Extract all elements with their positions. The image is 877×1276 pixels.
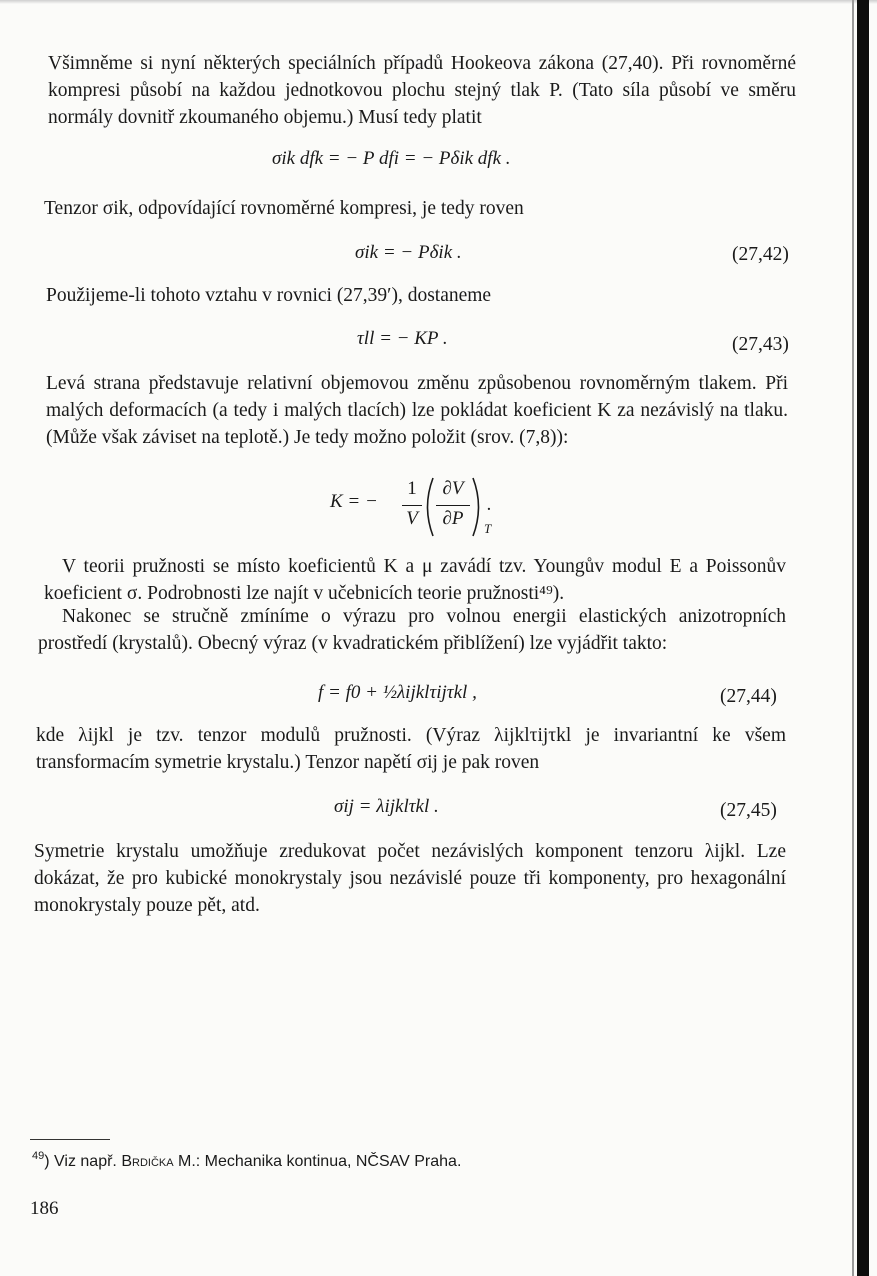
scan-shadow-top <box>0 0 877 4</box>
equation-K-period: . <box>487 494 492 515</box>
paragraph-elastic-moduli: kde λijkl je tzv. tenzor modulů pružnosti. (Výraz λijklτijτkl je invariantní ke všem transformacím symetrie krystalu.) Tenzor napětí σij je pak roven <box>36 725 786 773</box>
equation-27-45: σij = λijklτkl . <box>334 796 439 817</box>
fraction-bar <box>402 505 422 506</box>
paragraph-left-side: Levá strana představuje relativní objemovou změnu způsobenou rovnoměrným tlakem. Při malých deformacích (a tedy i malých tlacích) lze pokládat koeficient K za nezávislý na tlaku. (Může však záviset na teplotě.) Je tedy možno položit (srov. (7,8)): <box>46 373 788 448</box>
footnote-rest: M.: Mechanika kontinua, NČSAV Praha. <box>173 1153 462 1170</box>
equation-number-27-45: (27,45) <box>720 800 777 821</box>
fraction-numerator-1: 1 <box>407 478 417 499</box>
footnote <box>32 1150 461 1171</box>
footnote-prefix: ) Viz např. <box>44 1153 122 1170</box>
paragraph-using-relation: Použijeme-li tohoto vztahu v rovnici (27,39′), dostaneme <box>46 285 492 306</box>
fraction-denominator-V: V <box>406 508 418 529</box>
binding-shadow <box>857 0 869 1276</box>
footnote-rule <box>30 1139 110 1140</box>
equation-27-43: τll = − KP . <box>357 328 448 349</box>
equation-number-27-43: (27,43) <box>732 334 789 355</box>
derivative-denominator: ∂P <box>442 508 464 529</box>
equation-number-27-42: (27,42) <box>732 244 789 265</box>
paragraph-free-energy: Nakonec se stručně zmíníme o výrazu pro volnou energii elastických anizotropních prostředí (krystalů). Obecný výraz (v kvadratickém přiblížení) lze vyjádřit takto: <box>38 606 786 654</box>
paragraph-hooke-intro: Všimněme si nyní některých speciálních případů Hookeova zákona (27,40). Při rovnoměrné kompresi působí na každou jednotkovou plochu stejný tlak P. (Tato síla působí ve směru normály dovnitř zkoumaného objemu.) Musí tedy platit <box>48 53 796 128</box>
left-paren <box>420 476 436 538</box>
equation-27-42: σik = − Pδik . <box>355 242 462 263</box>
derivative-numerator: ∂V <box>442 478 464 499</box>
equation-stress-df: σik dfk = − P dfi = − Pδik dfk . <box>272 148 511 169</box>
equation-number-27-44: (27,44) <box>720 686 777 707</box>
page-number: 186 <box>30 1198 59 1219</box>
equation-27-44: f = f0 + ½λijklτijτkl , <box>318 682 477 703</box>
subscript-T: T <box>484 521 492 536</box>
footnote-marker: 49 <box>32 1150 45 1162</box>
paragraph-young-modulus: V teorii pružnosti se místo koeficientů K a μ zavádí tzv. Youngův modul E a Poissonův koeficient σ. Podrobnosti lze najít v učebnicích teorie pružnosti⁴⁹). <box>44 556 786 604</box>
derivative-bar <box>436 505 470 506</box>
paragraph-crystal-symmetry: Symetrie krystalu umožňuje zredukovat počet nezávislých komponent tenzoru λijkl. Lze dokázat, že pro kubické monokrystaly jsou nezávislé pouze tři komponenty, pro hexagonální monokrystaly pouze pět, atd. <box>34 841 786 916</box>
footnote-author: Brdička <box>121 1153 174 1170</box>
equation-K-lhs: K = − <box>330 491 378 512</box>
binding-edge <box>852 0 854 1276</box>
paragraph-tensor: Tenzor σik, odpovídající rovnoměrné kompresi, je tedy roven <box>44 198 524 219</box>
